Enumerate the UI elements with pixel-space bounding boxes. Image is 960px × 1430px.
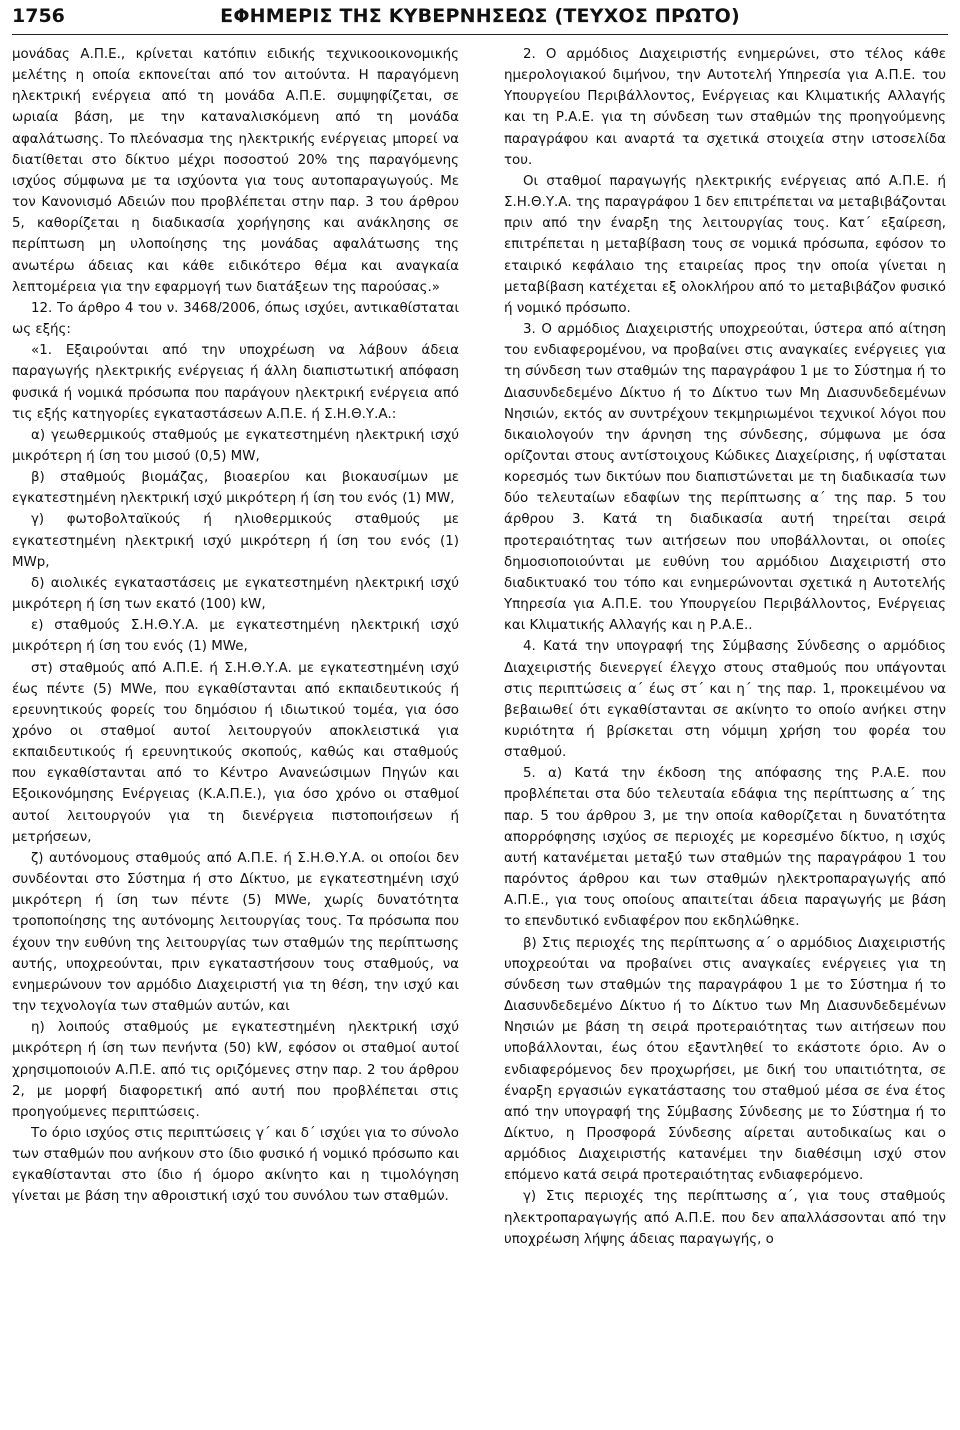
paragraph: 3. Ο αρμόδιος Διαχειριστής υποχρεούται, ύστερα από αίτηση του ενδιαφερομένου, να προβαίνει στις αναγκαίες ενέργειες για τη σύνδεση των σταθμών της παραγράφου 1 με το Σύστημα ή το Διασυνδεδεμένο Δίκτυο ή το Δίκτυο των Μη Διασυνδεδεμένων Νησιών, εκτός αν συντρέχουν τεκμηριωμένοι τεχνικοί λόγοι που δικαιολογούν την άρνηση της σύνδεσης, σύμφωνα με όσα ορίζονται στους αντίστοιχους Κώδικες Διαχείρισης, ή υφίσταται κορεσμός των δικτύων που διαπιστώνεται με τη διαδικασία των δύο τελευταίων εδαφίων της περίπτωσης α΄ της παρ. 5 του άρθρου 3. Κατά τη διαδικασία αυτή τηρείται σειρά προτεραιότητας των αιτήσεων που υποβάλλονται, οι οποίες δημοσιοποιούνται με ευθύνη του αρμόδιου Διαχειριστή στο διαδικτυακό του τόπο και ενημερώνονται σχετικά η Αυτοτελής Υπηρεσία για Α.Π.Ε. του Υπουργείου Περιβάλλοντος, Ενέργειας και Κλιματικής Αλλαγής και η Ρ.Α.Ε.. — [504, 322, 946, 634]
paragraph: 2. Ο αρμόδιος Διαχειριστής ενημερώνει, στο τέλος κάθε ημερολογιακού διμήνου, την Αυτοτελή Υπηρεσία για Α.Π.Ε. του Υπουργείου Περιβάλλοντος, Ενέργειας και Κλιματικής Αλλαγής και τη Ρ.Α.Ε. για τη σύνδεση των σταθμών της προηγούμενης παραγράφου και αναρτά τα σχετικά στοιχεία στην ιστοσελίδα του. — [504, 47, 946, 168]
paragraph: Το όριο ισχύος στις περιπτώσεις γ΄ και δ΄ ισχύει για το σύνολο των σταθμών που ανήκουν στο ίδιο φυσικό ή νομικό πρόσωπο και εγκαθίστανται στο ίδιο ή όμορο ακίνητο και η τιμολόγηση γίνεται με βάση την αθροιστική ισχύ του συνόλου των σταθμών. — [12, 1125, 459, 1205]
paragraph: 12. Το άρθρο 4 του ν. 3468/2006, όπως ισχύει, αντικαθίσταται ως εξής: — [12, 300, 459, 338]
paragraph: η) λοιπούς σταθμούς με εγκατεστημένη ηλεκτρική ισχύ μικρότερη ή ίση των πενήντα (50) kW, εφόσον οι σταθμοί αυτοί χρησιμοποιούν Α.Π.Ε. από τις οριζόμενες στην παρ. 2 του άρθρου 2, με μορφή διαφορετική από αυτή που προβλέπεται στις προηγούμενες περιπτώσεις. — [12, 1020, 459, 1120]
paragraph: α) γεωθερμικούς σταθμούς με εγκατεστημένη ηλεκτρική ισχύ μικρότερη ή ίση του μισού (0,5) MW, — [12, 427, 459, 464]
paragraph: στ) σταθμούς από Α.Π.Ε. ή Σ.Η.Θ.Υ.Α. με εγκατεστημένη ισχύ έως πέντε (5) MWe, που εγκαθίστανται από εκπαιδευτικούς ή ερευνητικούς φορείς του δημόσιου ή ιδιωτικού τομέα, για όσο χρόνο οι σταθμοί αυτοί λειτουργούν αποκλειστικά για εκπαιδευτικούς ή ερευνητικούς σκοπούς, καθώς και σταθμούς που εγκαθίστανται από το Κέντρο Ανανεώσιμων Πηγών και Εξοικονόμησης Ενέργειας (Κ.Α.Π.Ε.), για όσο χρόνο οι σταθμοί αυτοί λειτουργούν για τη διενέργεια πιστοποιήσεων ή μετρήσεων, — [12, 660, 459, 845]
paragraph: 5. α) Κατά την έκδοση της απόφασης της Ρ.Α.Ε. που προβλέπεται στα δύο τελευταία εδάφια της περίπτωσης α΄ της παρ. 5 του άρθρου 3, με την οποία καθορίζεται η δυνατότητα απορρόφησης ισχύος σε περιοχές με κορεσμένο δίκτυο, η ισχύς αυτή κατανέμεται μεταξύ των σταθμών της παραγράφου 1 του παρόντος άρθρου και των σταθμών ηλεκτροπαραγωγής από Α.Π.Ε., για τους οποίους απαιτείται άδεια παραγωγής με βάση το επενδυτικό ενδιαφέρον που εκδηλώθηκε. — [504, 766, 946, 930]
paragraph: ζ) αυτόνομους σταθμούς από Α.Π.Ε. ή Σ.Η.Θ.Υ.Α. οι οποίοι δεν συνδέονται στο Σύστημα ή στο Δίκτυο, με εγκατεστημένη ισχύ μικρότερη ή ίση των πέντε (5) MWe, χωρίς δυνατότητα τροποποίησης της αυτόνομης λειτουργίας τους. Τα πρόσωπα που έχουν την ευθύνη της λειτουργίας των σταθμών της περίπτωσης αυτής, υποχρεούνται, πριν εγκαταστήσουν τους σταθμούς, να ενημερώνουν τον αρμόδιο Διαχειριστή για τη θέση, την ισχύ και την τεχνολογία των σταθμών αυτών, και — [12, 850, 459, 1015]
paragraph: 4. Κατά την υπογραφή της Σύμβασης Σύνδεσης ο αρμόδιος Διαχειριστής διενεργεί έλεγχο στους σταθμούς που υπάγονται στις περιπτώσεις α΄ έως στ΄ και η΄ της παρ. 1, προκειμένου να βεβαιωθεί ότι εγκαθίστανται σε ακίνητο το οποίο ανήκει στην κυριότητα ή βρίσκεται στη νόμιμη χρήση του φορέα του σταθμού. — [504, 639, 946, 761]
paragraph: μονάδας Α.Π.Ε., κρίνεται κατόπιν ειδικής τεχνικοοικονομικής μελέτης η οποία εκπονείται από τον αιτούντα. Η παραγόμενη ηλεκτρική ενέργεια από τη μονάδα Α.Π.Ε. συμψηφίζεται, σε ωριαία βάση, με την καταναλισκόμενη από τη μονάδα αφαλάτωσης. Το πλεόνασμα της ηλεκτρικής ενέργειας μπορεί να διατίθεται στο δίκτυο μέχρι ποσοστού 20% της παραγόμενης ισχύος σύμφωνα με τα ισχύοντα για τους αυτοπαραγωγούς. Με τον Κανονισμό Αδειών που προβλέπεται στην παρ. 3 του άρθρου 5, καθορίζεται η διαδικασία χορήγησης και ανάκλησης σε περίπτωση μη υλοποίησης της μονάδας αφαλάτωσης της ανωτέρω άδειας και κάθε ειδικότερο θέμα και αναγκαία λεπτομέρεια για την εφαρμογή των διατάξεων της παρούσας.» — [12, 47, 459, 295]
paragraph: γ) Στις περιοχές της περίπτωσης α΄, για τους σταθμούς ηλεκτροπαραγωγής από Α.Π.Ε. που δεν απαλλάσσονται από την υποχρέωση λήψης άδειας παραγωγής, ο — [504, 1189, 946, 1247]
paragraph: β) σταθμούς βιομάζας, βιοαερίου και βιοκαυσίμων με εγκατεστημένη ηλεκτρική ισχύ μικρότερη ή ίση του ενός (1) MW, — [12, 470, 459, 507]
page-header — [12, 4, 948, 35]
paragraph: ε) σταθμούς Σ.Η.Θ.Υ.Α. με εγκατεστημένη ηλεκτρική ισχύ μικρότερη ή ίση του ενός (1) MWe, — [12, 618, 459, 655]
right-column — [504, 44, 946, 1250]
paragraph: Οι σταθμοί παραγωγής ηλεκτρικής ενέργειας από Α.Π.Ε. ή Σ.Η.Θ.Υ.Α. της παραγράφου 1 δεν επιτρέπεται να μεταβιβάζονται πριν από την έναρξη της λειτουργίας τους. Κατ΄ εξαίρεση, επιτρέπεται η μεταβίβαση τους σε νομικά πρόσωπα, εφόσον το εταιρικό κεφάλαιο της εταιρείας προς την οποία γίνεται η μεταβίβαση κατέχεται εξ ολοκλήρου από το μεταβιβάζον φυσικό ή νομικό πρόσωπο. — [504, 173, 946, 316]
left-column — [12, 44, 459, 1208]
page-number: 1756 — [12, 5, 65, 27]
paragraph: δ) αιολικές εγκαταστάσεις με εγκατεστημένη ηλεκτρική ισχύ μικρότερη ή ίση των εκατό (100) kW, — [12, 575, 459, 613]
gazette-title: ΕΦΗΜΕΡΙΣ ΤΗΣ ΚΥΒΕΡΝΗΣΕΩΣ (ΤΕΥΧΟΣ ΠΡΩΤΟ) — [220, 5, 740, 27]
paragraph: γ) φωτοβολταϊκούς ή ηλιοθερμικούς σταθμούς με εγκατεστημένη ηλεκτρική ισχύ μικρότερη ή ίση του ενός (1) MWp, — [12, 512, 459, 570]
paragraph: «1. Εξαιρούνται από την υποχρέωση να λάβουν άδεια παραγωγής ηλεκτρικής ενέργειας ή άλλη διαπιστωτική απόφαση φυσικά ή νομικά πρόσωπα που παράγουν ηλεκτρική ενέργεια από τις εξής κατηγορίες εγκαταστάσεων Α.Π.Ε. ή Σ.Η.Θ.Υ.Α.: — [12, 343, 459, 422]
paragraph: β) Στις περιοχές της περίπτωσης α΄ ο αρμόδιος Διαχειριστής υποχρεούται να προβαίνει στις αναγκαίες ενέργειες για τη σύνδεση των σταθμών της παραγράφου 1 με το Σύστημα ή το Διασυνδεδεμένο Δίκτυο ή το Δίκτυο των Μη Διασυνδεδεμένων Νησιών με βάση τη σειρά προτεραιότητας των αιτήσεων που υποβάλλονται, έως ότου εξαντληθεί το εκάστοτε όριο. Αν ο ενδιαφερόμενος δεν προχωρήσει, με δική του υπαιτιότητα, σε έναρξη εργασιών εγκατάστασης του σταθμού μέσα σε ένα έτος από την υπογραφή της Σύμβασης Σύνδεσης με το Σύστημα ή το Δίκτυο, η Προσφορά Σύνδεσης αίρεται αυτοδικαίως και ο αρμόδιος Διαχειριστής κατανέμει την διαθέσιμη ισχύ στον επόμενο κατά σειρά προτεραιότητας ενδιαφερόμενο. — [504, 935, 946, 1184]
